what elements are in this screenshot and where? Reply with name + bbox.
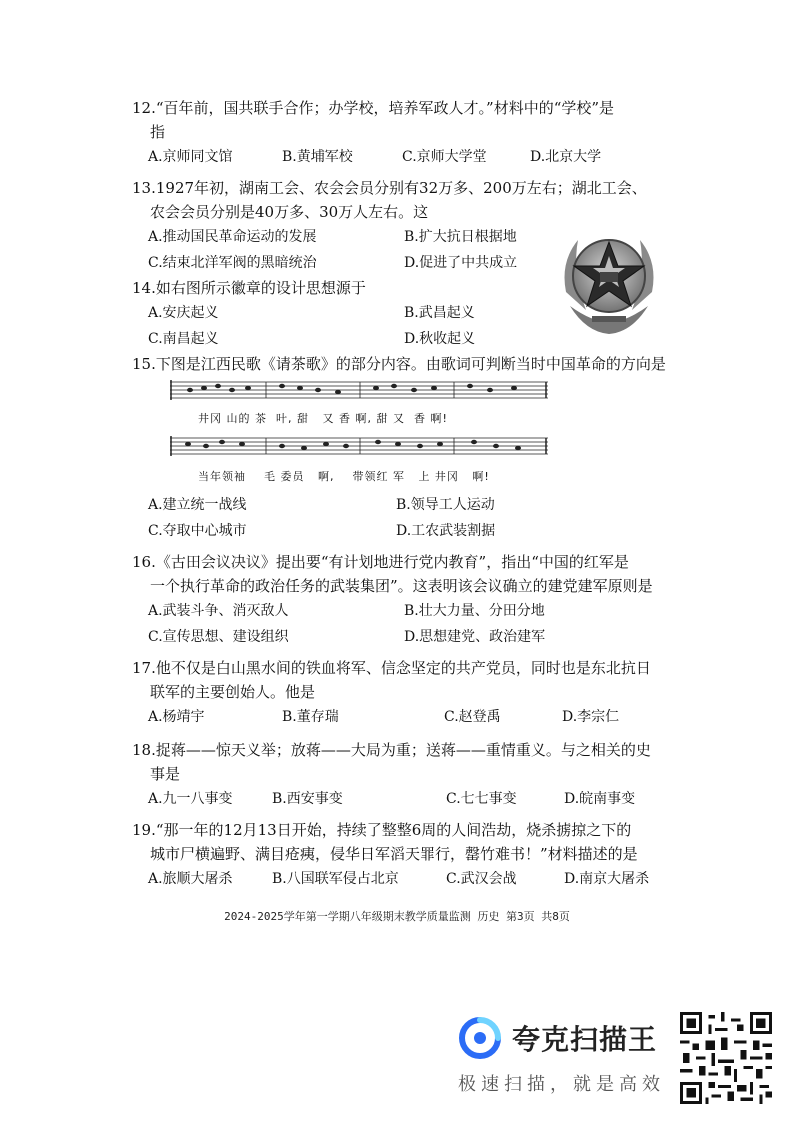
option-a: A.武装斗争、消灭敌人 xyxy=(148,603,289,619)
page-footer: 2024-2025学年第一学期八年级期末教学质量监测 历史 第3页 共8页 xyxy=(224,910,570,923)
option-b: B.西安事变 xyxy=(272,791,343,807)
lyric-line-2: 当年领袖 毛 委员 啊, 带领红 军 上 井冈 啊! xyxy=(198,470,490,483)
music-score-icon xyxy=(170,432,550,460)
option-b: B.壮大力量、分田分地 xyxy=(404,603,545,619)
question-16 xyxy=(132,550,672,650)
option-a: A.推动国民革命运动的发展 xyxy=(148,229,317,245)
question-stem: 12.“百年前，国共联手合作；办学校，培养军政人才。”材料中的“学校”是 xyxy=(132,99,615,117)
option-b: B.董存瑞 xyxy=(282,709,339,725)
option-d: D.促进了中共成立 xyxy=(404,255,518,271)
scanner-logo-icon xyxy=(458,1016,502,1060)
option-row xyxy=(132,624,672,650)
option-row xyxy=(132,704,672,730)
option-b: B.领导工人运动 xyxy=(396,497,495,513)
option-row xyxy=(132,518,672,544)
question-stem: 14.如右图所示徽章的设计思想源于 xyxy=(132,279,366,297)
option-a: A.旅顺大屠杀 xyxy=(148,871,233,887)
question-stem: 19.“那一年的12月13日开始，持续了整整6周的人间浩劫，烧杀掳掠之下的 xyxy=(132,821,632,839)
question-18 xyxy=(132,738,672,812)
option-a: A.九一八事变 xyxy=(148,791,233,807)
question-17 xyxy=(132,656,672,730)
army-badge-icon xyxy=(556,222,662,342)
option-a: A.京师同文馆 xyxy=(148,149,233,165)
question-12 xyxy=(132,96,672,170)
question-15 xyxy=(132,352,672,376)
option-a: A.杨靖宇 xyxy=(148,709,205,725)
question-stem-cont: 城市尸横遍野、满目疮痍，侵华日军滔天罪行，罄竹难书！”材料描述的是 xyxy=(150,845,638,863)
option-c: C.宣传思想、建设组织 xyxy=(148,629,289,645)
option-d: D.秋收起义 xyxy=(404,331,476,347)
option-d: D.南京大屠杀 xyxy=(564,871,650,887)
question-stem: 17.他不仅是白山黑水间的铁血将军、信念坚定的共产党员，同时也是东北抗日 xyxy=(132,659,651,677)
option-c: C.夺取中心城市 xyxy=(148,523,247,539)
option-b: B.黄埔军校 xyxy=(282,149,353,165)
option-d: D.李宗仁 xyxy=(562,709,620,725)
option-d: D.皖南事变 xyxy=(564,791,636,807)
question-stem: 15.下图是江西民歌《请茶歌》的部分内容。由歌词可判断当时中国革命的方向是 xyxy=(132,355,666,373)
scanner-watermark xyxy=(456,1004,676,1104)
question-19 xyxy=(132,818,672,892)
option-c: C.武汉会战 xyxy=(446,871,517,887)
option-b: B.八国联军侵占北京 xyxy=(272,871,399,887)
lyric-line-1: 井冈 山的 茶 叶, 甜 又 香 啊, 甜 又 香 啊! xyxy=(198,412,448,425)
option-a: A.安庆起义 xyxy=(148,305,219,321)
watermark-slogan: 极速扫描，就是高效 xyxy=(458,1074,665,1095)
option-b: B.武昌起义 xyxy=(404,305,475,321)
option-c: C.京师大学堂 xyxy=(402,149,487,165)
question-stem-cont: 联军的主要创始人。他是 xyxy=(150,683,316,701)
option-row xyxy=(132,144,672,170)
qr-code-icon xyxy=(680,1012,772,1104)
question-stem-cont: 事是 xyxy=(150,765,181,783)
option-b: B.扩大抗日根据地 xyxy=(404,229,517,245)
question-15-options xyxy=(132,492,672,544)
option-c: C.七七事变 xyxy=(446,791,517,807)
question-stem-cont: 农会会员分别是40万多、30万人左右。这 xyxy=(150,203,429,221)
question-stem: 18.捉蒋——惊天义举；放蒋——大局为重；送蒋——重情重义。与之相关的史 xyxy=(132,741,651,759)
option-a: A.建立统一战线 xyxy=(148,497,247,513)
option-row xyxy=(132,866,672,892)
question-stem: 16.《古田会议决议》提出要“有计划地进行党内教育”，指出“中国的红军是 xyxy=(132,553,629,571)
option-row xyxy=(132,598,672,624)
option-d: D.工农武装割据 xyxy=(396,523,496,539)
option-c: C.南昌起义 xyxy=(148,331,219,347)
music-score-icon xyxy=(170,376,550,404)
question-stem: 13.1927年初，湖南工会、农会会员分别有32万多、200万左右；湖北工会、 xyxy=(132,179,647,197)
option-row xyxy=(132,492,672,518)
watermark-name: 夸克扫描王 xyxy=(512,1023,658,1056)
option-d: D.思想建党、政治建军 xyxy=(404,629,546,645)
option-c: C.赵登禹 xyxy=(444,709,501,725)
question-stem-cont: 一个执行革命的政治任务的武装集团”。这表明该会议确立的建党建军原则是 xyxy=(150,577,653,595)
option-d: D.北京大学 xyxy=(530,149,602,165)
question-stem-cont: 指 xyxy=(150,123,166,141)
option-c: C.结束北洋军阀的黑暗统治 xyxy=(148,255,317,271)
option-row xyxy=(132,786,672,812)
